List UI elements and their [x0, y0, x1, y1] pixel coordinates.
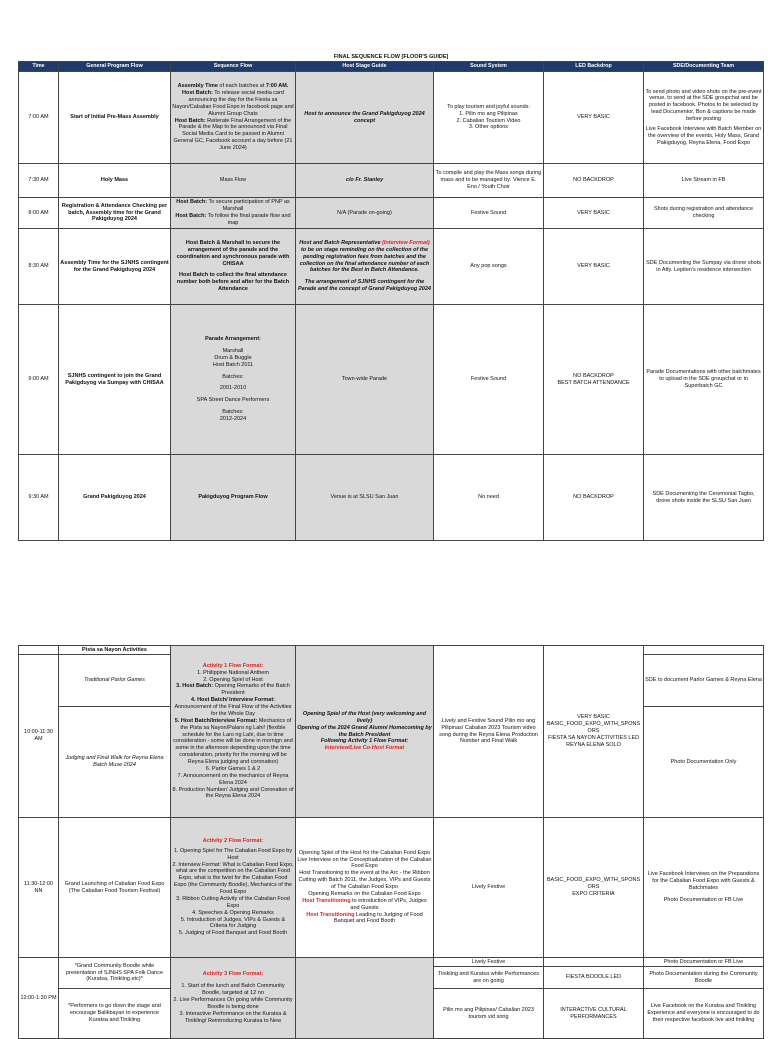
led-backdrop-cell: NO BACKDROP	[544, 164, 644, 198]
sound-system-cell: Tinikling and Kuratsa while Performances are on going	[434, 967, 544, 989]
sequence-flow-cell: Host Batch: To secure participation of PNP as Marshall Host Batch: To follow the final parade flow and map	[171, 198, 296, 229]
general-program-cell: SJNHS contingent to join the Grand Pakigduyog via Sumpay with CHISAA	[59, 305, 171, 455]
pista-sa-nayon-table	[18, 645, 764, 1039]
sequence-flow-cell: Activity 2 Flow Format: 1. Opening Spiel for The Cabalian Food Expo by Host 2. Interview Format: What is Cabalian Food Expo, what are the competition on the Cabalian Food Expo, what is the twist for the Cabalian Food Expo (the Community Boodle), Mechanics of the Food Expo 3. Ribbon Cutting Activity of the Cabalian Food Expo 4. Speeches & Opening Remarks 5. Introduction of Judges, VIPs & Guests & Criteria for Judging 5. Judging of Food Banquet and Food Booth	[171, 818, 296, 958]
sde-cell: Live Stream in FB	[644, 164, 764, 198]
sde-cell: Photo Documentation Only	[644, 707, 764, 818]
host-stage-cell: Opening Spiel of the Host (very welcoming and lively) Opening of the 2024 Grand Alumni Homecoming by the Batch President Following Activity 1 Flow Format: Interview/Live Co-Host Format	[296, 646, 434, 818]
general-program-cell: Holy Mass	[59, 164, 171, 198]
led-backdrop-cell: BASIC_FOOD_EXPO_WITH_SPONSORS EXPO CRITERIA	[544, 818, 644, 958]
table-row	[19, 198, 764, 229]
section-header-row	[19, 646, 764, 655]
time-cell: 8:00 AM	[19, 198, 59, 229]
col-header-host-stage-guide: Host Stage Guide	[296, 62, 434, 72]
sound-system-cell: Lively and Festive Sound Pilin mo ang Pilipinas/ Cabalian 2023 Tourism video song during the Reyna Elena Production Number and Final Walk	[434, 646, 544, 818]
col-header-sound-system: Sound System	[434, 62, 544, 72]
document-title: FINAL SEQUENCE FLOW [FLOOR'S GUIDE]	[333, 53, 449, 60]
host-stage-cell: Opening Spiel of the Host for the Cabalian Food Expo Live Interview on the Conceptualization of the Cabalian Food Expo Host Transitioning to the event at the Arc - the Ribbon Cutting with Batch 2011, the Judges, VIPs and Guests of The Cabalian Food Expo Opening Remarks on the Cabalian Food Expo Host Transitioning to introduction of VIPs, Judges and Guests Host Transitioning Leading to Judging of Food Banquet and Food Booth	[296, 818, 434, 958]
sound-system-cell: Festive Sound	[434, 198, 544, 229]
header-row	[19, 62, 764, 72]
col-header-general-program-flow: General Program Flow	[59, 62, 171, 72]
sde-cell: Photo Documentation or FB Live	[644, 958, 764, 967]
host-stage-cell: Town-wide Parade	[296, 305, 434, 455]
sde-cell: SDE Documenting the Sumpay via drone shots in Atty. Lepiten's residence intersection	[644, 229, 764, 305]
general-program-cell: Registration & Attendance Checking per batch, Assembly time for the Grand Pakigduyog 2024	[59, 198, 171, 229]
sde-cell: Parade Documentations with other batchmates to upload in the SDE groupchat or in Superbatch GC	[644, 305, 764, 455]
section-header: Pista sa Nayon Activities	[59, 646, 171, 655]
table-row	[19, 72, 764, 164]
led-backdrop-cell: FIESTA BOODLE LED	[544, 967, 644, 989]
time-cell: 9:00 AM	[19, 305, 59, 455]
general-program-cell: *Grand Community Boodle while presentation of SJNHS SPA Folk Dance (Kuratsa, Tinikling etc)*	[59, 958, 171, 989]
host-stage-cell: Host to announce the Grand Pakigduyog 2024 concept	[296, 72, 434, 164]
general-program-cell: Traditional Parlor Games	[59, 655, 171, 707]
sound-system-cell: To play tourism and joyful sounds: 1. Pilin mo ang Pilipinas 2. Cabalian Tourism Video 3. Other options	[434, 72, 544, 164]
time-cell: 9:30 AM	[19, 455, 59, 541]
col-header-sequence-flow: Sequence Flow	[171, 62, 296, 72]
sde-cell: Live Facebook Interviews on the Preparations for the Cabalian Food Expo with Guests & Batchmates Photo Documentation or FB Live	[644, 818, 764, 958]
led-backdrop-cell: NO BACKDROP	[544, 455, 644, 541]
table-row	[19, 455, 764, 541]
general-program-cell: Grand Launching of Cabalian Food Expo (The Cabalian Food Tourism Festival)	[59, 818, 171, 958]
host-stage-cell: c/o Fr. Stanley	[296, 164, 434, 198]
general-program-cell: *Performers to go down the stage and encourage Balikbayan to experience Kuratsa and Tinikling	[59, 989, 171, 1039]
sequence-flow-cell: Pakigduyog Program Flow	[171, 455, 296, 541]
led-backdrop-cell: VERY BASIC BASIC_FOOD_EXPO_WITH_SPONSORS FIESTA SA NAYON ACTIVITIES LED REYNA ELENA SOLO	[544, 646, 644, 818]
sequence-flow-sheet	[18, 53, 763, 541]
time-cell: 10:00-11:30 AM	[19, 655, 59, 818]
sound-system-cell: No need	[434, 455, 544, 541]
sequence-flow-cell: Assembly Time of each batches at 7:00 AM. Host Batch: To release social media card announcing the day for the Fiesta sa Nayon/Cabalian Food Expo in facebook page and Alumni Group Chats Host Batch: Reiterate Final Arrangement of the Parade & the Map to be announced via Final Social Media Card to be passed in Alumni General GC, Facebook account a day before (21 June 2024)	[171, 72, 296, 164]
table-row	[19, 818, 764, 958]
sound-system-cell: To compile and play the Mass songs during mass and to be managed by: Vience E. Eno / Youth Choir	[434, 164, 544, 198]
sequence-flow-table	[18, 53, 764, 541]
table-row	[19, 305, 764, 455]
general-program-cell: Judging and Final Walk for Reyna Elena Batch Muse 2024	[59, 707, 171, 818]
sde-cell: To send photo and video shots on the pre-event venue, to send at the SDE groupchat and be posted in facebook. Photos to be selected by lead Documentor, Bon & captions be made before posting Live Facebook Interview with Batch Member on the overview of the events, Holy Mass, Grand Pakigduyog, Reyna Elena, Food Expo	[644, 72, 764, 164]
general-program-cell: Assembly Time for the SJNHS contingent for the Grand Pakigduyog 2024	[59, 229, 171, 305]
table-row	[19, 164, 764, 198]
sound-system-cell: Festive Sound	[434, 305, 544, 455]
sequence-flow-cell: Mass Flow	[171, 164, 296, 198]
sde-cell: Live Facebook on the Kuratsa and Tinikling Experience and everyone is encouraged to do their respective facebook live and tinikling	[644, 989, 764, 1039]
sequence-flow-cell: Activity 1 Flow Format: 1. Philippine National Anthem 2. Opening Spiel of Host 3. Host Batch: Opening Remarks of the Batch President 4. Host Batch/ Interview Format: Announcement of the Final Flow of the Activities for the Whole Day 5. Host Batch/Interview Format: Mechanics of the Pista sa Nayon/Palaro ng Lahi! (flexible schedule for the Laro ng Lahi, due to time consideration - some will be done in mornign and some in the afternoon depending upon the time consideration, priority for the morning will be Reyna Elena judging and coronation) 6. Parlor Games 1 & 2 7. Announcement on the mechanics of Reyna Elena 2024 8. Production Number/ Judging and Coronation of the Reyna Elena 2024	[171, 646, 296, 818]
led-backdrop-cell: NO BACKDROP BEST BATCH ATTENDANCE	[544, 305, 644, 455]
sde-cell: SDE to document Parlor Games & Reyna Elena	[644, 655, 764, 707]
time-cell: 7:30 AM	[19, 164, 59, 198]
table-row	[19, 958, 764, 967]
host-stage-cell	[296, 958, 434, 1039]
sound-system-cell: Lively Festive	[434, 958, 544, 967]
sde-cell: SDE Documenting the Ceremonial Tagbo, drone shots inside the SLSU San Juan	[644, 455, 764, 541]
host-stage-cell: N/A (Parade on-going)	[296, 198, 434, 229]
sound-system-cell: Lively Festive	[434, 818, 544, 958]
led-backdrop-cell: INTERACTIVE CULTURAL PERFORMANCES	[544, 989, 644, 1039]
col-header-time: Time	[19, 62, 59, 72]
led-backdrop-cell: VERY BASIC	[544, 229, 644, 305]
time-cell: 8:30 AM	[19, 229, 59, 305]
general-program-cell: Grand Pakigduyog 2024	[59, 455, 171, 541]
sequence-flow-cell: Activity 3 Flow Format: 1. Start of the lunch and Batch Community Boodle, targeted at 12 nn 2. Live Performances On going while Community Boodle is being done 3. Interactive Performance on the Kuratsa & Tinikling/ Reintroducing Kuratsa to New	[171, 958, 296, 1039]
sequence-flow-cell: Parade Arrangement: Marshall Drum & Buggle Host Batch 2011 Batches: 2001-2010 SPA Street Dance Performers Batches: 2012-2024	[171, 305, 296, 455]
sequence-flow-cell: Host Batch & Marshall to secure the arrangement of the parade and the coordination and synchronous parade with CHISAA Host Batch to collect the final attendance number both before and after for the Batch Attendance	[171, 229, 296, 305]
led-backdrop-cell: VERY BASIC	[544, 198, 644, 229]
time-cell: 7:00 AM	[19, 72, 59, 164]
sde-cell: Shots during registration and attendance checking	[644, 198, 764, 229]
col-header-led-backdrop: LED Backdrop	[544, 62, 644, 72]
general-program-cell: Start of Initial Pre-Mass Assembly	[59, 72, 171, 164]
time-cell: 12:00-1:30 PM	[19, 958, 59, 1039]
sound-system-cell: Pilin mo ang Pilipinas/ Cabalian 2023 tourism vid song	[434, 989, 544, 1039]
time-cell: 11:30-12:00 NN	[19, 818, 59, 958]
sound-system-cell: Any pop songs	[434, 229, 544, 305]
led-backdrop-cell: VERY BASIC	[544, 72, 644, 164]
sde-cell: Photo Documentation during the Community Boodle	[644, 967, 764, 989]
col-header-sde-documenting-team: SDE/Documenting Team	[644, 62, 764, 72]
host-stage-cell: Host and Batch Representative (Interview Format) to be on stage reminding on the collection of the pending registration fees from batches and the collection on the final attendance number of each batches for the Best in Batch Attendance. The arrangement of SJNHS contingent for the Parade and the concept of Grand Pakigduyog 2024	[296, 229, 434, 305]
pista-sa-nayon-sheet	[18, 645, 763, 1039]
table-row	[19, 229, 764, 305]
host-stage-cell: Venue is at SLSU San Juan	[296, 455, 434, 541]
